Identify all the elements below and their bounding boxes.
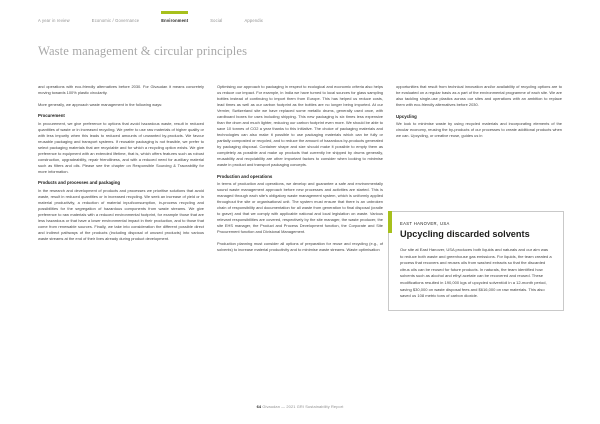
section-heading-production-operations: Production and operations xyxy=(217,173,273,179)
page-footer xyxy=(0,404,600,409)
section-nav xyxy=(38,18,263,24)
section-heading-products-processes-packaging: Products and processes and packaging xyxy=(38,180,121,186)
nav-item-a-year-in-review[interactable] xyxy=(38,18,70,24)
body-paragraph: In procurement, we give preference to options that avoid hazardous waste, result in reduced quantities of waste or in increased recycling. We prefer to use raw materials of higher quality or with less impurity when this leads to reduced amounts of unwanted by-products. We favour reusable packaging and transport systems. If reusable packaging is not feasible, we prefer to select packaging materials that are recyclable and for which a recycling option exists. We give preference to equipment with an extended lifetime, that is, which offers features such as robust construction, upgradeability, repair friendliness, and with a reduced need for auxiliary material such as filters and oils. Please see the chapter on Responsible Sourcing & Traceability for more information. xyxy=(38,120,204,174)
nav-item-appendix[interactable] xyxy=(245,18,264,24)
case-study-callout xyxy=(388,211,564,311)
callout-location: EAST HANOVER, USA xyxy=(400,221,450,226)
nav-item-label: Social xyxy=(210,18,223,23)
section-heading-procurement: Procurement xyxy=(38,113,65,118)
page-number: 64 xyxy=(256,404,262,409)
body-paragraph: Production planning must consider all options of preparation for reuse and recycling (e.g., of solvents) to increase material productivity and to minimise waste streams. Waste optimisation xyxy=(217,240,383,252)
body-paragraph: Optimising our approach to packaging in respect to ecological and economic criteria also helps us reduce our impact. For example, in India we have turned to local sources for glass sampling bottles instead of continuing to import them from Europe. This has helped us reduce costs, lead times as well as our carbon footprint as the bottles are no longer being imported. At our Vernier, Switzerland site we have replaced some metallic drums, generally used once, with cardboard boxes for uses including shipping. This new packaging is six times less expensive than the drum and much lighter, reducing our carbon footprint even more. We should be able to save 10 tonnes of CO2 a year thanks to this initiative. The choice of packaging materials and technologies can also make it possible to use packaging materials which can be fully or partially composted or recycled, and to reduce the amount of hazardous by-products generated by packaging disposal. Container shape and size should make it possible to empty them as completely as possible and make up products that currently be shipped by drums generally, reusability and recyclability are other important factors to consider when looking to minimise waste in product and transport packaging concepts. xyxy=(217,84,383,167)
section-heading-upcycling: Upcycling xyxy=(396,113,417,119)
callout-accent-bar xyxy=(388,211,392,233)
active-nav-indicator xyxy=(161,11,188,14)
body-paragraph: We look to minimise waste by using recycled materials and incorporating elements of the circular economy, reusing the by-products of our processes to create additional products when we can. Upcycling, or creative reuse, guides us in xyxy=(396,121,562,139)
nav-item-environment[interactable] xyxy=(161,18,188,24)
body-paragraph: opportunities that result from technical innovation and/or availability of recycling options are to be evaluated on a regular basis as a part of the environmental programme of each site. We are also tackling single-use plastics across our sites and operations with an ambition to replace them with eco-friendly alternatives before 2030. xyxy=(396,84,562,107)
nav-item-economic-governance[interactable] xyxy=(92,18,139,24)
body-paragraph: In the research and development of products and processes we prioritise solutions that avoid waste, result in reduced quantities or in increased recycling. We seek an increase of yield or in material productivity, a reduction of material input/consumption, in-process recycling and possibilities for the segregation of hazardous components from waste streams. We give preference to raw materials with a reduced environmental footprint, for example those that are less hazardous or that have a lower environmental impact in their production, and to those that come from renewable sources. Finally, we take into consideration the different possible direct and indirect pathways of the products (including disposal of unused products) into various waste streams at the end of their lives already during product development. xyxy=(38,187,204,241)
footer-text: Givaudan — 2021 GRI Sustainability Report xyxy=(262,404,344,409)
nav-item-label: Environment xyxy=(161,18,189,23)
text-column-2 xyxy=(217,84,383,258)
callout-body: Our site at East Hanover, USA produces both liquids and naturals and our aim was to reduce both waste and greenhouse gas emissions. For liquids, the team created a process that recovers and reuses oils from washed extracts so that the discarded citrus oils can be reused for future products. In naturals, the team identified how solvents such as alcohol and ethyl acetate can be recovered and reused. These modifications resulted in 190,000 kgs of upcycled solvent/oil in a 12-month period, saving $30,000 on waste disposal fees and $616,000 on raw materials. This also saved us 108 metric tons of carbon dioxide. xyxy=(400,247,552,299)
body-paragraph: In terms of production and operations, we develop and guarantee a safe and environmentally sound waste management approach before new processes and activities are started. This is managed through each site's obligatory waste management system, which is uniformly applied throughout the site or organisational unit. The system must ensure that there is an unbroken chain of responsibility and documentation for all waste from generation to final disposal (cradle to grave) and that we comply with applicable national and local legislation on waste. Various relevant responsibilities are covered, respectively by the site manager, the waste producer, the site EHS manager, the Product and Process Development function, the Corporate and Site Procurement function and Divisional Management. xyxy=(217,181,383,235)
text-column-1 xyxy=(38,84,204,258)
nav-item-label: Economic / Governance xyxy=(91,18,140,23)
body-paragraph: More generally, we approach waste management in the following ways: xyxy=(38,101,163,107)
nav-item-label: Appendix xyxy=(244,18,264,23)
callout-title: Upcycling discarded solvents xyxy=(400,229,530,239)
page-title: Waste management & circular principles xyxy=(38,44,248,58)
body-paragraph: and operations with eco-friendly alternatives before 2030. For Givaudan it means concretely moving towards 100% plastic circularity. xyxy=(38,84,204,95)
nav-item-social[interactable] xyxy=(210,18,222,24)
nav-item-label: A year in review xyxy=(38,18,70,23)
